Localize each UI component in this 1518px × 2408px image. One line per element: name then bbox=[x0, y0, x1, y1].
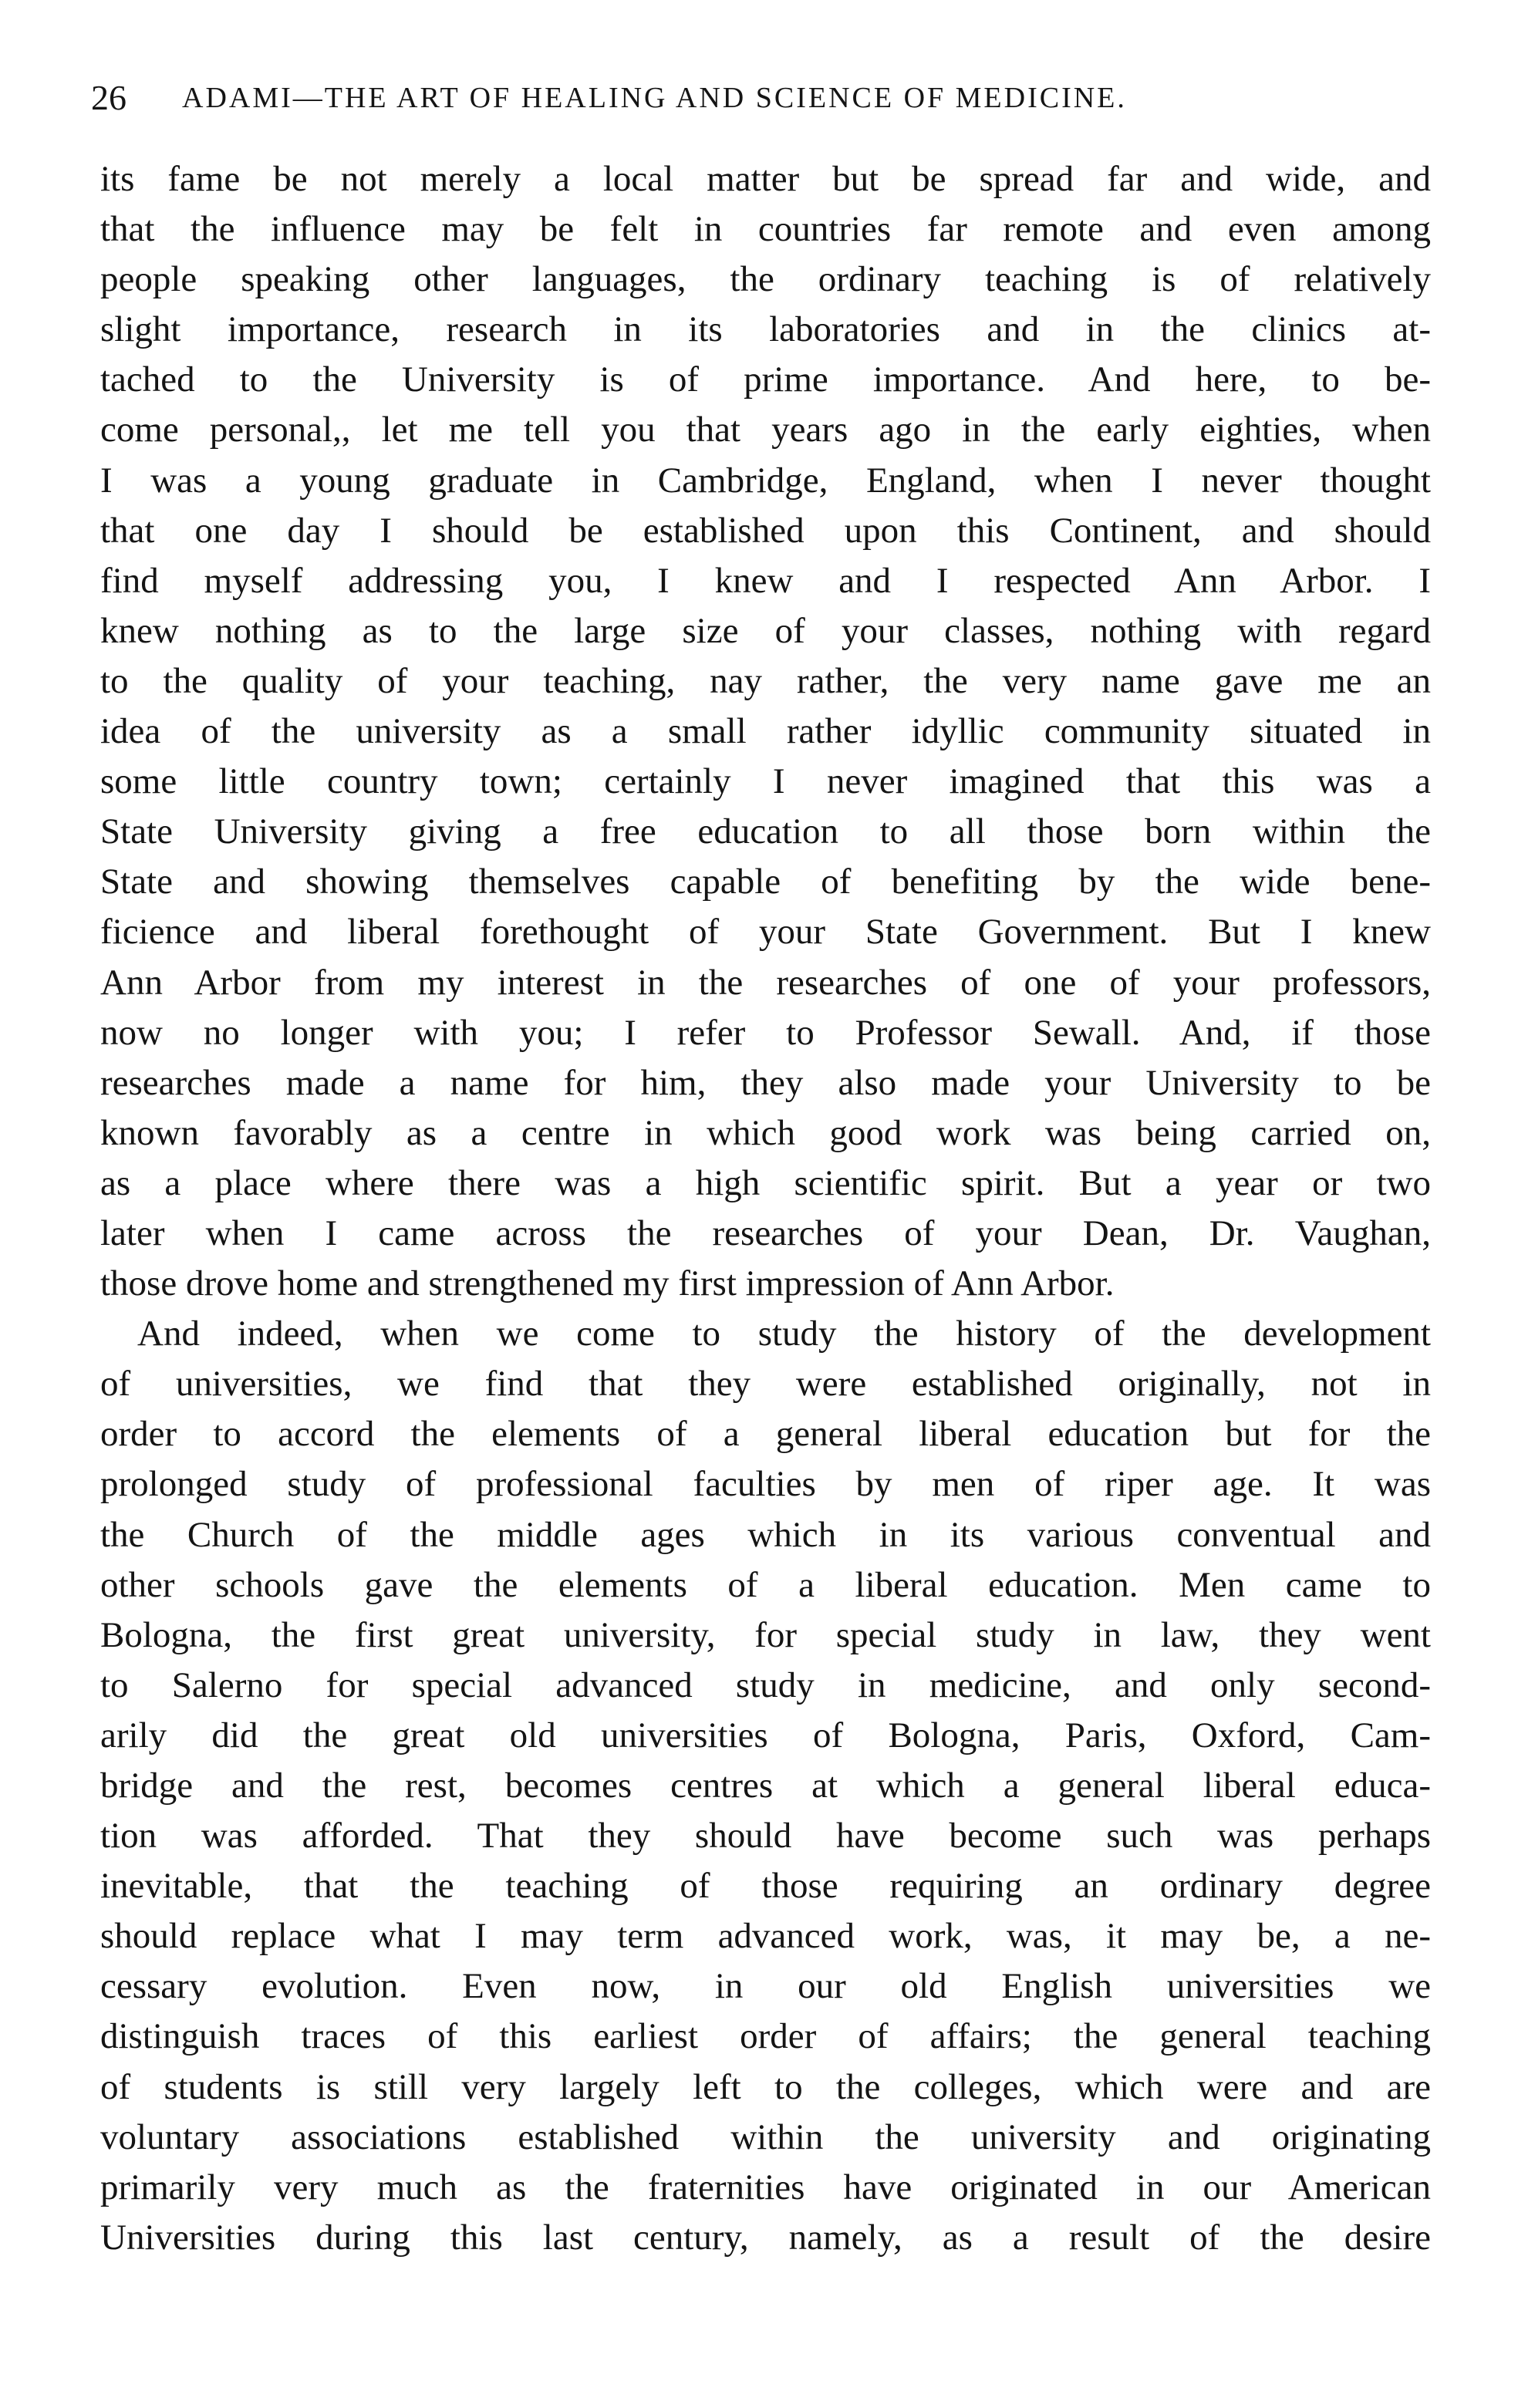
text-line: known favorably as a centre in which good work was being carried on, bbox=[100, 1112, 1431, 1153]
text-line: of students is still very largely left to the colleges, which were and are bbox=[100, 2066, 1431, 2107]
text-line: voluntary associations established within the university and originating bbox=[100, 2116, 1431, 2157]
text-line: State University giving a free education to all those born within the bbox=[100, 811, 1431, 852]
text-line: tion was afforded. That they should have become such was perhaps bbox=[100, 1816, 1431, 1857]
text-line: find myself addressing you, I knew and I respected Ann Arbor. I bbox=[100, 560, 1431, 601]
text-line: prolonged study of professional faculties by men of riper age. It was bbox=[100, 1464, 1431, 1505]
text-line: now no longer with you; I refer to Professor Sewall. And, if those bbox=[100, 1012, 1431, 1053]
text-line: distinguish traces of this earliest order of affairs; the general teaching bbox=[100, 2016, 1431, 2057]
text-line: other schools gave the elements of a liberal education. Men came to bbox=[100, 1564, 1431, 1605]
text-line: I was a young graduate in Cambridge, England, when I never thought bbox=[100, 460, 1431, 501]
text-line: its fame be not merely a local matter but be spread far and wide, and bbox=[100, 159, 1431, 199]
text-line: Universities during this last century, namely, as a result of the desire bbox=[100, 2217, 1431, 2258]
text-line: tached to the University is of prime importance. And here, to be- bbox=[100, 359, 1431, 400]
text-line: of universities, we find that they were established originally, not in bbox=[100, 1364, 1431, 1405]
page-header bbox=[91, 71, 1433, 125]
text-line: cessary evolution. Even now, in our old English universities we bbox=[100, 1966, 1431, 2007]
text-line: knew nothing as to the large size of your classes, nothing with regard bbox=[100, 610, 1431, 651]
text-line: slight importance, research in its laboratories and in the clinics at- bbox=[100, 309, 1431, 350]
paragraph bbox=[100, 1309, 1431, 2263]
running-head: ADAMI—THE ART OF HEALING AND SCIENCE OF MEDICINE. bbox=[182, 82, 1127, 114]
text-line: later when I came across the researches of your Dean, Dr. Vaughan, bbox=[100, 1212, 1431, 1253]
text-line: researches made a name for him, they also made your University to be bbox=[100, 1062, 1431, 1103]
text-line: ficience and liberal forethought of your State Government. But I knew bbox=[100, 912, 1431, 953]
text-line: some little country town; certainly I never imagined that this was a bbox=[100, 761, 1431, 802]
text-line: come personal,, let me tell you that years ago in the early eighties, when bbox=[100, 410, 1431, 450]
text-line: And indeed, when we come to study the history of the development bbox=[137, 1314, 1431, 1354]
text-line: those drove home and strengthened my first impression of Ann Arbor. bbox=[100, 1263, 1115, 1304]
text-line: to the quality of your teaching, nay rather, the very name gave me an bbox=[100, 660, 1431, 701]
text-line: inevitable, that the teaching of those requiring an ordinary degree bbox=[100, 1866, 1431, 1907]
text-line: that the influence may be felt in countries far remote and even among bbox=[100, 209, 1431, 250]
text-line: arily did the great old universities of Bologna, Paris, Oxford, Cam- bbox=[100, 1715, 1431, 1755]
text-line: Ann Arbor from my interest in the researches of one of your professors, bbox=[100, 962, 1431, 1003]
text-line: primarily very much as the fraternities have originated in our American bbox=[100, 2167, 1431, 2207]
page-number: 26 bbox=[91, 78, 126, 117]
text-line: as a place where there was a high scientific spirit. But a year or two bbox=[100, 1162, 1431, 1203]
text-line: Bologna, the first great university, for special study in law, they went bbox=[100, 1614, 1431, 1655]
text-line: should replace what I may term advanced work, was, it may be, a ne- bbox=[100, 1916, 1431, 1957]
text-line: order to accord the elements of a general liberal education but for the bbox=[100, 1414, 1431, 1455]
paragraph bbox=[100, 154, 1431, 1309]
text-line: to Salerno for special advanced study in medicine, and only second- bbox=[100, 1664, 1431, 1705]
body-text bbox=[100, 154, 1431, 2263]
text-line: people speaking other languages, the ordinary teaching is of relatively bbox=[100, 259, 1431, 300]
text-line: idea of the university as a small rather idyllic community situated in bbox=[100, 711, 1431, 752]
text-line: State and showing themselves capable of benefiting by the wide bene- bbox=[100, 862, 1431, 902]
text-line: that one day I should be established upon this Continent, and should bbox=[100, 510, 1431, 551]
text-line: the Church of the middle ages which in its various conventual and bbox=[100, 1514, 1431, 1555]
text-line: bridge and the rest, becomes centres at which a general liberal educa- bbox=[100, 1766, 1431, 1806]
